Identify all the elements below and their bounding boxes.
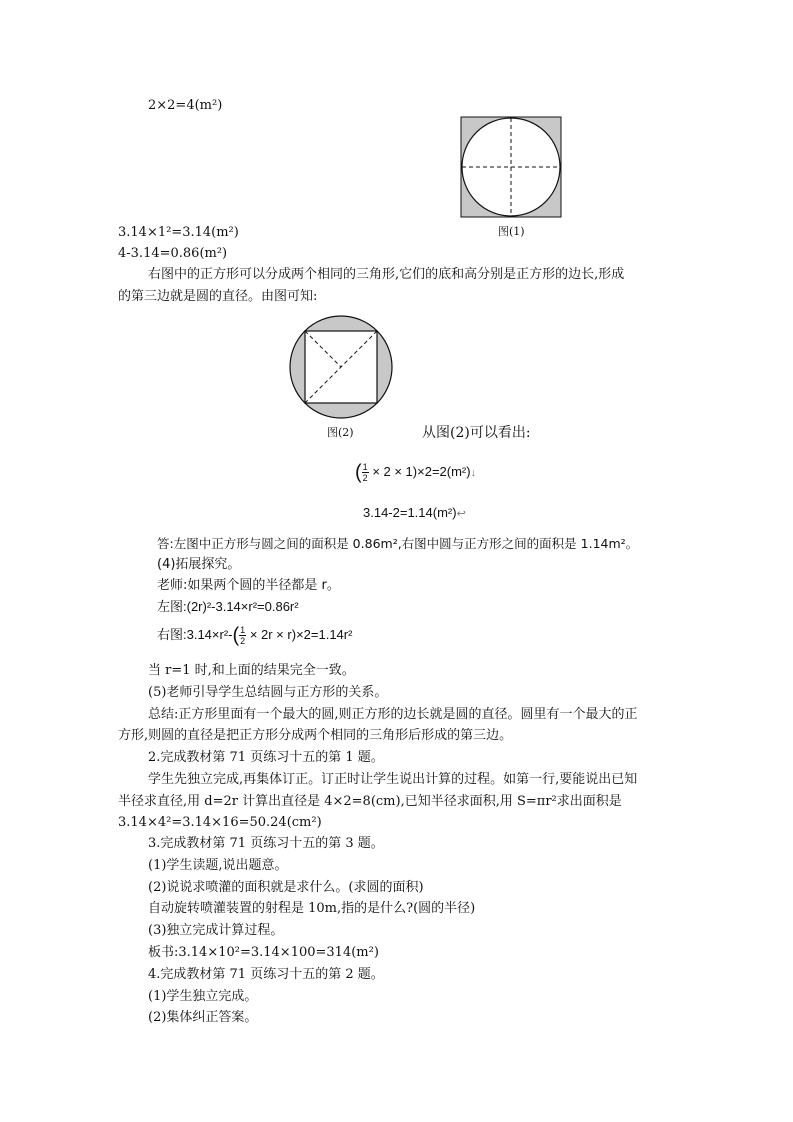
fraction-denominator: 2 xyxy=(240,636,246,647)
equation-difference-text: 3.14-2=1.14(m²) xyxy=(363,505,457,520)
left-figure-equation: 左图:(2r)²-3.14×r²=0.86r² xyxy=(157,599,299,614)
answer-text: 答:左图中正方形与圆之间的面积是 0.86m²,右图中圆与正方形之间的面积是 1.14m²。 xyxy=(157,536,639,551)
right-eq-prefix: 右图:3.14×r²- xyxy=(157,627,233,642)
fraction-half xyxy=(362,462,369,483)
equation-triangle-area xyxy=(355,459,476,486)
calc-line-square-area: 2×2=4(m²) xyxy=(148,98,223,113)
open-paren: ( xyxy=(232,624,240,647)
calc-line-difference: 4-3.14=0.86(m²) xyxy=(118,246,228,261)
text-line: 3.14×4²=3.14×16=50.24(cm²) xyxy=(118,815,322,830)
equation-result: )×2=2(m²) xyxy=(412,464,471,479)
calc-line-circle-area: 3.14×1²=3.14(m²) xyxy=(118,225,239,240)
figure2-square-in-circle xyxy=(288,314,394,420)
right-eq-inner: × 2r × r xyxy=(249,627,292,642)
open-paren: ( xyxy=(355,461,362,484)
text-line: 板书:3.14×10²=3.14×100=314(m²) xyxy=(148,945,379,960)
text-line: (1)学生独立完成。 xyxy=(148,989,258,1004)
figure1-caption: 图(1) xyxy=(498,225,525,238)
text-line: 2.完成教材第 71 页练习十五的第 1 题。 xyxy=(148,750,384,765)
fraction-denominator: 2 xyxy=(362,473,368,484)
right-eq-suffix: )×2=1.14r² xyxy=(291,627,353,642)
text-line: (2)说说求喷灌的面积就是求什么。(求圆的面积) xyxy=(148,880,424,895)
teacher-text: 老师:如果两个圆的半径都是 r。 xyxy=(157,578,340,593)
text-line: (2)集体纠正答案。 xyxy=(148,1010,258,1025)
fraction-numerator: 1 xyxy=(362,462,368,473)
text-line: 方形,则圆的直径是把正方形分成两个相同的三角形后形成的第三边。 xyxy=(118,728,513,743)
text-line: 总结:正方形里面有一个最大的圆,则正方形的边长就是圆的直径。圆里有一个最大的正 xyxy=(148,707,638,722)
text-line: (1)学生读题,说出题意。 xyxy=(148,858,288,873)
return-mark: ↓ xyxy=(470,467,477,479)
figure1-circle-in-square xyxy=(460,116,562,218)
text-line: 当 r=1 时,和上面的结果完全一致。 xyxy=(148,663,355,678)
text-line: 学生先独立完成,再集体订正。订正时让学生说出计算的过程。如第一行,要能说出已知 xyxy=(148,772,638,787)
equation-inner: × 2 × 1 xyxy=(372,464,413,479)
paragraph-line-1: 右图中的正方形可以分成两个相同的三角形,它们的底和高分别是正方形的边长,形成 xyxy=(148,267,625,282)
text-line: 自动旋转喷灌装置的射程是 10m,指的是什么?(圆的半径) xyxy=(148,901,476,916)
fraction-numerator: 1 xyxy=(240,625,246,636)
text-line: (3)独立完成计算过程。 xyxy=(148,923,284,938)
text-line: 4.完成教材第 71 页练习十五的第 2 题。 xyxy=(148,967,384,982)
right-figure-equation xyxy=(157,622,352,649)
text-line: 3.完成教材第 71 页练习十五的第 3 题。 xyxy=(148,836,384,851)
figure2-caption: 图(2) xyxy=(327,426,354,439)
text-line: 半径求直径,用 d=2r 计算出直径是 4×2=8(cm),已知半径求面积,用 S=πr²求出面积是 xyxy=(118,794,622,809)
from-figure2-text: 从图(2)可以看出: xyxy=(422,425,531,441)
fraction-half xyxy=(239,625,246,646)
return-mark: ↩ xyxy=(456,508,466,520)
text-line: (5)老师引导学生总结圆与正方形的关系。 xyxy=(148,685,388,700)
paragraph-line-2: 的第三边就是圆的直径。由图可知: xyxy=(118,289,318,304)
equation-difference xyxy=(363,504,466,523)
explore-heading: (4)拓展探究。 xyxy=(157,557,241,572)
